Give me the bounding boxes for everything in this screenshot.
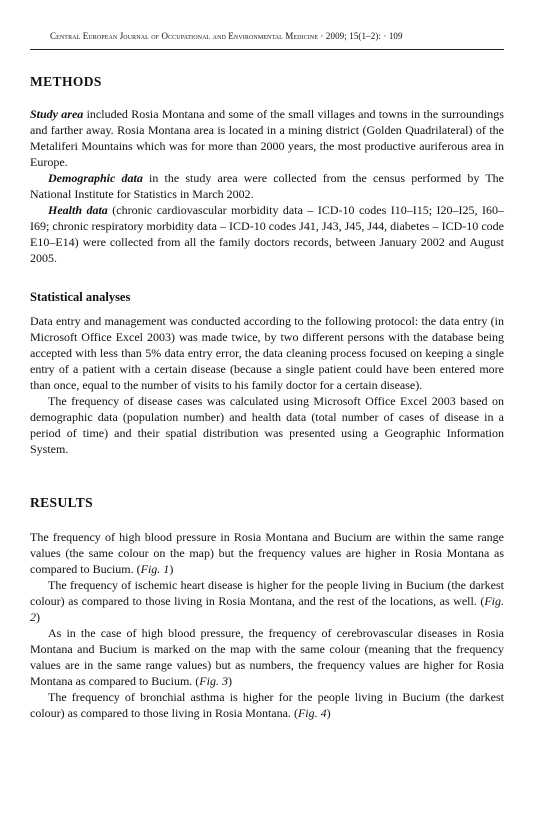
demographic-lead: Demographic data [48,171,143,185]
study-area-text: included Rosia Montana and some of the small villages and towns in the surroundings and farther away. Rosia Montana area is located in a mining district (Golden Quadrilateral) of the Metaliferi Mountains which was for more than 2000 years, the most productive auriferous area in Europe. [30,107,504,169]
results-p1-end: ) [169,562,174,576]
statistical-heading: Statistical analyses [30,290,131,304]
health-text: (chronic cardiovascular morbidity data – ICD-10 codes I10–I15; I20–I25, I60–I69; chronic respiratory morbidity data – ICD-10 codes J41, J43, J45, J44, diabetes – ICD-10 code E10–E14) were collected from all the family doctors records, between January 2002 and August 2005. [30,203,504,265]
health-lead: Health data [48,203,108,217]
body-column [30,74,504,721]
methods-paragraph-study-area [30,106,504,170]
statistical-paragraph-2: The frequency of disease cases was calculated using Microsoft Office Excel 2003 based on demographic data (population number) and health data (total number of cases of disease in a period of time) and their spatial distribution was presented using a Geographic Information System. [30,394,504,456]
fig-1-ref: Fig. 1 [140,562,170,576]
header-rule [30,49,504,50]
fig-2-ref: Fig. 2 [30,594,504,624]
demographic-text: in the study area were collected from the census performed by The National Institute for Statistics in March 2002. [30,171,504,201]
methods-paragraph-demographic [30,170,504,202]
results-p3-text: As in the case of high blood pressure, the frequency of cerebrovascular diseases in Rosia Montana and Bucium is marked on the map with the same colour (meaning that the frequency values are in the same range values) but as numbers, the frequency values are higher for Rosia Montana as compared to Bucium. ( [30,626,504,688]
results-p2-end: ) [36,610,40,624]
statistical-paragraph-1: Data entry and management was conducted according to the following protocol: the data entry (in Microsoft Office Excel 2003) was made twice, by two different persons with the database being accepted with less than 5% data entry error, the data cleaning process focused on keeping a single entry of a patient with a certain disease (because a single patient could have been entered more than once, equal to the number of visits to his family doctor for a certain disease). [30,314,504,392]
results-paragraph-1 [30,529,504,577]
results-p2-text: The frequency of ischemic heart disease is higher for the people living in Bucium (the darkest colour) as compared to those living in Rosia Montana, and the rest of the locations, as well. ( [30,578,504,608]
methods-heading: METHODS [30,74,102,89]
results-p4-end: ) [326,706,331,720]
fig-3-ref: Fig. 3 [199,674,228,688]
study-area-lead: Study area [30,107,84,121]
results-paragraph-4 [30,689,504,721]
results-p3-end: ) [227,674,232,688]
results-p1-text: The frequency of high blood pressure in Rosia Montana and Bucium are within the same range values (the same colour on the map) but the frequency values are higher in Rosia Montana as compared to Bucium. ( [30,530,504,576]
results-p4-text: The frequency of bronchial asthma is higher for the people living in Bucium (the darkest colour) as compared to those living in Rosia Montana. ( [30,690,504,720]
fig-4-ref: Fig. 4 [297,706,327,720]
results-paragraph-2 [30,577,504,625]
results-paragraph-3 [30,625,504,689]
results-heading: RESULTS [30,495,94,510]
methods-paragraph-health [30,202,504,266]
running-header: Central European Journal of Occupational and Environmental Medicine · 2009; 15(1–2): · 109 [50,31,403,41]
